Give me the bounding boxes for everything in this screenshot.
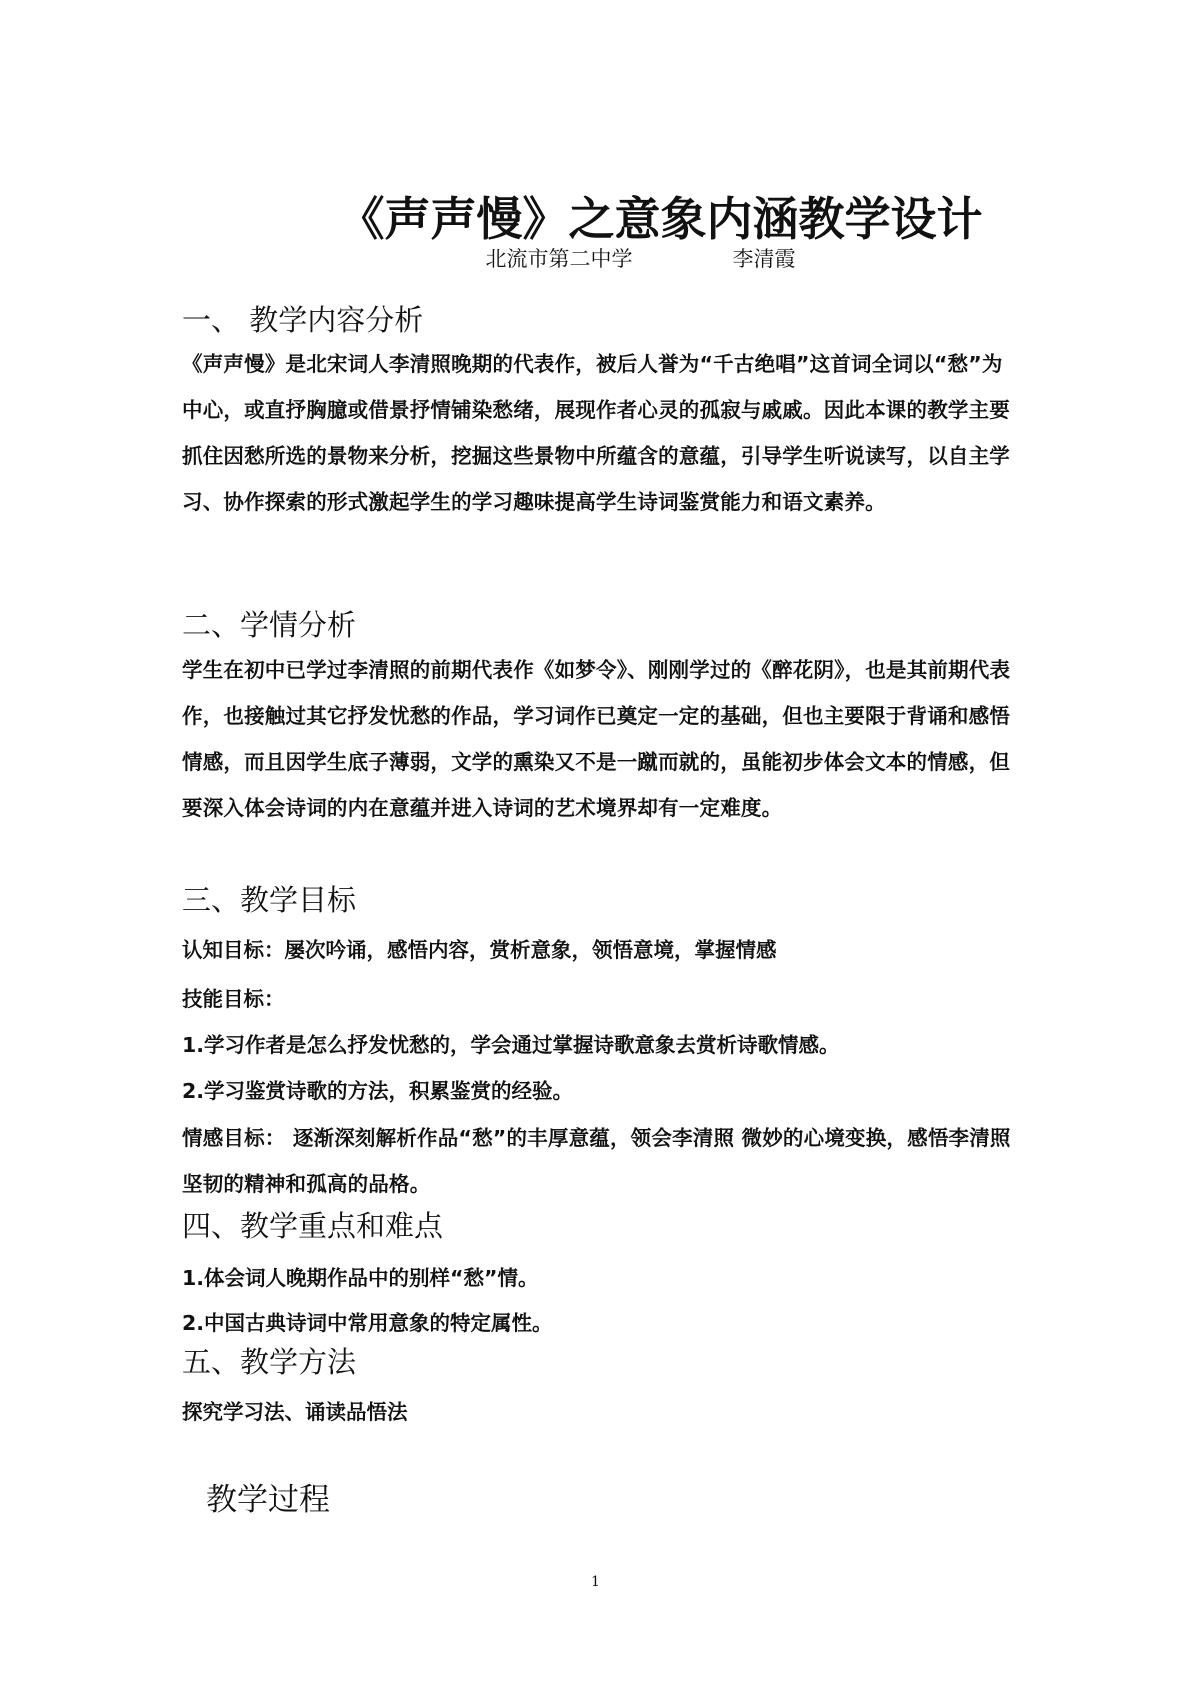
section-heading-learner-analysis: 二、学情分析 [182,608,357,642]
goal-skill-item-2: 2.学习鉴赏诗歌的方法，积累鉴赏的经验。 [182,1079,574,1103]
page-number: 1 [591,1574,600,1590]
goal-cognitive: 认知目标：屡次吟诵，感悟内容，赏析意象，领悟意境，掌握情感 [182,938,777,962]
goal-skill-item-1: 1.学习作者是怎么抒发忧愁的，学会通过掌握诗歌意象去赏析诗歌情感。 [182,1033,840,1057]
section-heading-teaching-methods: 五、教学方法 [182,1345,357,1379]
teaching-methods-text: 探究学习法、诵读品悟法 [182,1400,408,1424]
goal-skill-label: 技能目标： [182,987,285,1011]
teaching-process-heading: 教学过程 [206,1482,330,1518]
key-point-item-2: 2.中国古典诗词中常用意象的特定属性。 [182,1311,553,1335]
document-title: 《声声慢》之意象内涵教学设计 [338,191,983,246]
section-heading-key-points: 四、教学重点和难点 [182,1209,444,1243]
author-line [0,244,1191,274]
section-paragraph-learner-analysis: 学生在初中已学过李清照的前期代表作《如梦令》、刚刚学过的《醉花阴》，也是其前期代表作，也接触过其它抒发忧愁的作品，学习词作已奠定一定的基础，但也主要限于背诵和感悟情感，而且因学生底子薄弱，文学的熏染又不是一蹴而就的，虽能初步体会文本的情感，但要深入体会诗词的内在意蕴并进入诗词的艺术境界却有一定难度。 [182,658,1011,820]
school-name: 北流市第二中学 [485,247,633,271]
key-point-item-1: 1.体会词人晚期作品中的别样“愁”情。 [182,1266,539,1290]
section-heading-teaching-goals: 三、教学目标 [182,883,357,917]
section-heading-content-analysis: 一、 教学内容分析 [182,303,424,337]
goal-emotion: 情感目标： 逐渐深刻解析作品“愁”的丰厚意蕴，领会李清照 微妙的心境变换，感悟李清照坚韧的精神和孤高的品格。 [182,1126,1011,1196]
section-paragraph-content-analysis: 《声声慢》是北宋词人李清照晚期的代表作，被后人誉为“千古绝唱”这首词全词以“愁”为中心，或直抒胸臆或借景抒情铺染愁绪，展现作者心灵的孤寂与戚戚。因此本课的教学主要抓住因愁所选的景物来分析，挖掘这些景物中所蕴含的意蕴，引导学生听说读写，以自主学习、协作探索的形式激起学生的学习趣味提高学生诗词鉴赏能力和语文素养。 [182,352,1010,514]
author-name: 李清霞 [732,247,796,271]
